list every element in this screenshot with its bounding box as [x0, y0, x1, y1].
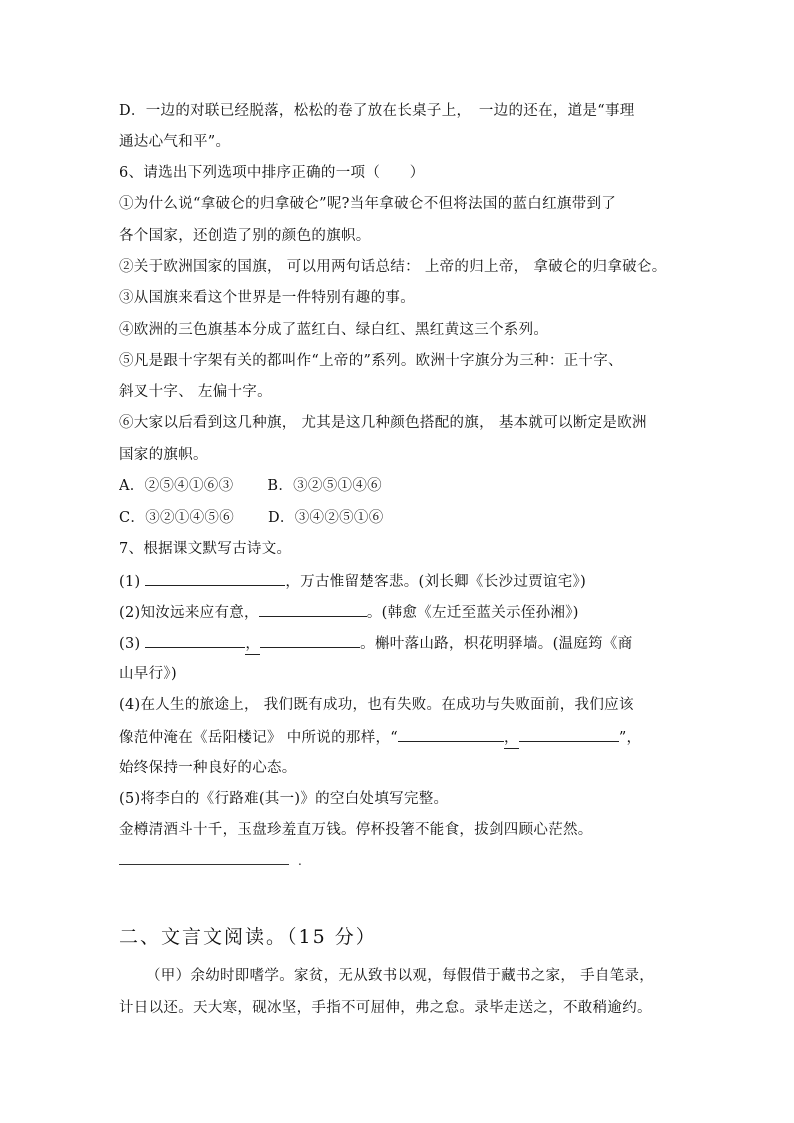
q7-item1: (1) ，万古惟留楚客悲。(刘长卿《长沙过贾谊宅》)	[119, 570, 679, 592]
q7-item5: (5)将李白的《行路难(其一)》的空白处填写完整。	[119, 791, 449, 807]
q6-item1-line2: 各个国家，还创造了别的颜色的旗帜。	[119, 228, 371, 244]
fill-blank-3a[interactable]	[145, 632, 245, 648]
q6-item1-line1: ①为什么说“拿破仑的归拿破仑”呢?当年拿破仑不但将法国的蓝白红旗带到了	[119, 196, 617, 212]
q7-item3-line1: (3) ， 。槲叶落山路，枳花明驿墙。(温庭筠《商	[119, 632, 679, 655]
q7-item3-line2: 山早行》)	[119, 666, 177, 682]
option-d-line2: 通达心气和平”。	[119, 134, 231, 150]
question-7: 7、根据课文默写古诗文。	[119, 541, 292, 557]
fill-blank-3b[interactable]	[260, 632, 360, 648]
q6-item3: ③从国旗来看这个世界是一件特别有趣的事。	[119, 290, 415, 306]
q7-item5-poem: 金樽清酒斗十千，玉盘珍羞直万钱。停杯投箸不能食，拔剑四顾心茫然。	[119, 822, 593, 838]
q7-item4-line2: 像范仲淹在《岳阳楼记》 中所说的那样，“ ， ”，	[119, 726, 679, 749]
q6-item6-line1: ⑥大家以后看到这几种旗， 尤其是这几种颜色搭配的旗， 基本就可以断定是欧洲	[119, 415, 647, 431]
fill-blank-2[interactable]	[259, 601, 367, 617]
q7-item4-line1: (4)在人生的旅途上， 我们既有成功，也有失败。在成功与失败面前，我们应该	[119, 697, 634, 713]
q6-item4: ④欧洲的三色旗基本分成了蓝红白、绿白红、黑红黄这三个系列。	[119, 322, 549, 338]
q6-item5-line2: 斜叉十字、 左偏十字。	[119, 384, 272, 400]
fill-blank-5[interactable]	[119, 864, 289, 865]
question-6: 6、请选出下列选项中排序正确的一项（ ）	[119, 165, 425, 181]
option-d-line1: D．一边的对联已经脱落，松松的卷了放在长桌子上， 一边的还在，道是“事理	[119, 103, 635, 119]
q7-item4-line3: 始终保持一种良好的心态。	[119, 760, 297, 776]
fill-blank-4a[interactable]	[398, 726, 504, 742]
q6-option-b: B．③②⑤①④⑥	[267, 478, 382, 494]
trailing-period: .	[298, 854, 302, 868]
fill-blank-4b[interactable]	[519, 726, 619, 742]
q6-item2: ②关于欧洲国家的国旗， 可以用两句话总结： 上帝的归上帝， 拿破仑的归拿破仑。	[119, 259, 667, 275]
fill-blank-1[interactable]	[145, 570, 285, 586]
q6-option-c: C．③②①④⑤⑥	[119, 510, 234, 526]
q6-item5-line1: ⑤凡是跟十字架有关的都叫作“上帝的”系列。欧洲十字旗分为三种：正十字、	[119, 353, 623, 369]
q6-options-cd	[119, 508, 679, 528]
section-2-para-line2: 计日以还。天大寒，砚冰坚，手指不可屈伸，弗之怠。录毕走送之，不敢稍逾约。	[119, 1000, 652, 1016]
q6-options-ab	[119, 476, 679, 496]
section-2-title: 二、文言文阅读。（15 分）	[119, 926, 377, 948]
q7-item2: (2)知汝远来应有意， 。(韩愈《左迁至蓝关示侄孙湘》)	[119, 601, 679, 623]
section-2-para-line1: （甲）余幼时即嗜学。家贫，无从致书以观，每假借于藏书之家， 手自笔录，	[146, 968, 655, 984]
q6-item6-line2: 国家的旗帜。	[119, 447, 208, 463]
q6-option-d: D．③④②⑤①⑥	[268, 510, 384, 526]
q6-option-a: A．②⑤④①⑥③	[119, 478, 234, 494]
